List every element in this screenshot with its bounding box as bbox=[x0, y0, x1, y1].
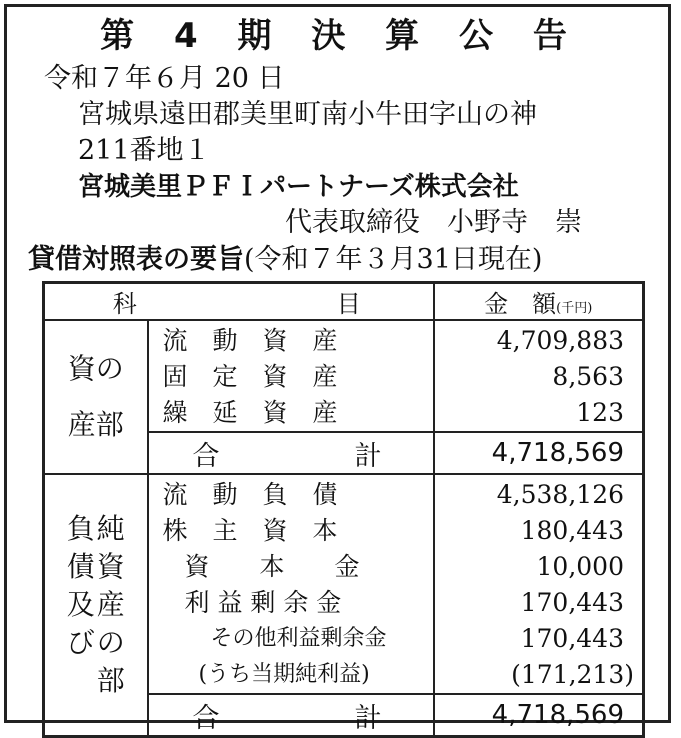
header-item: 科 目 bbox=[44, 283, 434, 321]
company-address: 宮城県遠田郡美里町南小牛田字山の神 bbox=[78, 99, 537, 130]
list-item: 利 益 剰 余 金 bbox=[184, 588, 342, 617]
assets-total-value: 4,718,569 bbox=[434, 432, 644, 474]
list-item: 資 本 金 bbox=[184, 552, 360, 581]
table-header bbox=[44, 283, 644, 321]
balance-sheet-date: (令和７年３月31日現在) bbox=[244, 244, 543, 275]
liab-char: の bbox=[96, 626, 125, 659]
liabilities-section bbox=[44, 474, 644, 694]
balance-sheet-heading bbox=[28, 243, 542, 277]
assets-section-label bbox=[44, 320, 148, 474]
liab-char: 純 bbox=[96, 512, 125, 545]
assets-total-label: 合 計 bbox=[148, 432, 434, 474]
assets-section bbox=[44, 320, 644, 432]
balance-sheet-table bbox=[42, 281, 645, 738]
list-value: 4,538,126 bbox=[496, 480, 624, 509]
balance-sheet-title: 貸借対照表の要旨 bbox=[28, 244, 244, 275]
liab-char: 及 bbox=[66, 588, 95, 621]
assets-values bbox=[434, 320, 644, 432]
assets-label-bottom: 産部 bbox=[67, 408, 124, 441]
list-value: 4,709,883 bbox=[496, 326, 624, 355]
list-item: 繰 延 資 産 bbox=[162, 398, 338, 427]
list-value: 123 bbox=[576, 398, 624, 427]
list-value: 180,443 bbox=[520, 516, 624, 545]
notice-date: 令和７年６月 20 日 bbox=[44, 63, 285, 94]
list-value: 8,563 bbox=[552, 362, 624, 391]
header-unit: (千円) bbox=[556, 301, 593, 316]
liab-char: 負 bbox=[66, 512, 95, 545]
list-item: (うち当期純利益) bbox=[198, 662, 370, 687]
assets-label-top: 資の bbox=[67, 352, 124, 385]
list-item: 固 定 資 産 bbox=[162, 362, 338, 391]
liabilities-values bbox=[434, 474, 644, 694]
assets-items bbox=[148, 320, 434, 432]
liabilities-total-value: 4,718,569 bbox=[434, 694, 644, 737]
list-item: 流 動 負 債 bbox=[162, 480, 338, 509]
list-item: 株 主 資 本 bbox=[162, 516, 338, 545]
liab-char: 産 bbox=[96, 588, 125, 621]
liab-char: 資 bbox=[96, 550, 125, 583]
list-value: 170,443 bbox=[520, 624, 624, 653]
company-address-number: 211番地１ bbox=[78, 135, 211, 166]
liab-char: 部 bbox=[96, 664, 125, 697]
company-name: 宮城美里ＰＦＩパートナーズ株式会社 bbox=[78, 172, 519, 202]
liabilities-total-label: 合 計 bbox=[148, 694, 434, 737]
list-item: その他利益剰余金 bbox=[210, 626, 387, 651]
liab-char: 債 bbox=[66, 550, 95, 583]
list-value: (171,213) bbox=[511, 660, 634, 689]
header-amount-cell bbox=[434, 283, 644, 321]
representative: 代表取締役 小野寺 崇 bbox=[285, 207, 582, 238]
liab-char: び bbox=[66, 626, 95, 659]
header-amount: 金 額 bbox=[484, 290, 557, 318]
liabilities-items bbox=[148, 474, 434, 694]
list-value: 10,000 bbox=[536, 552, 624, 581]
liabilities-section-label bbox=[44, 474, 148, 737]
list-value: 170,443 bbox=[520, 588, 624, 617]
list-item: 流 動 資 産 bbox=[162, 326, 338, 355]
notice-title: 第 4 期 決 算 公 告 bbox=[100, 16, 581, 56]
